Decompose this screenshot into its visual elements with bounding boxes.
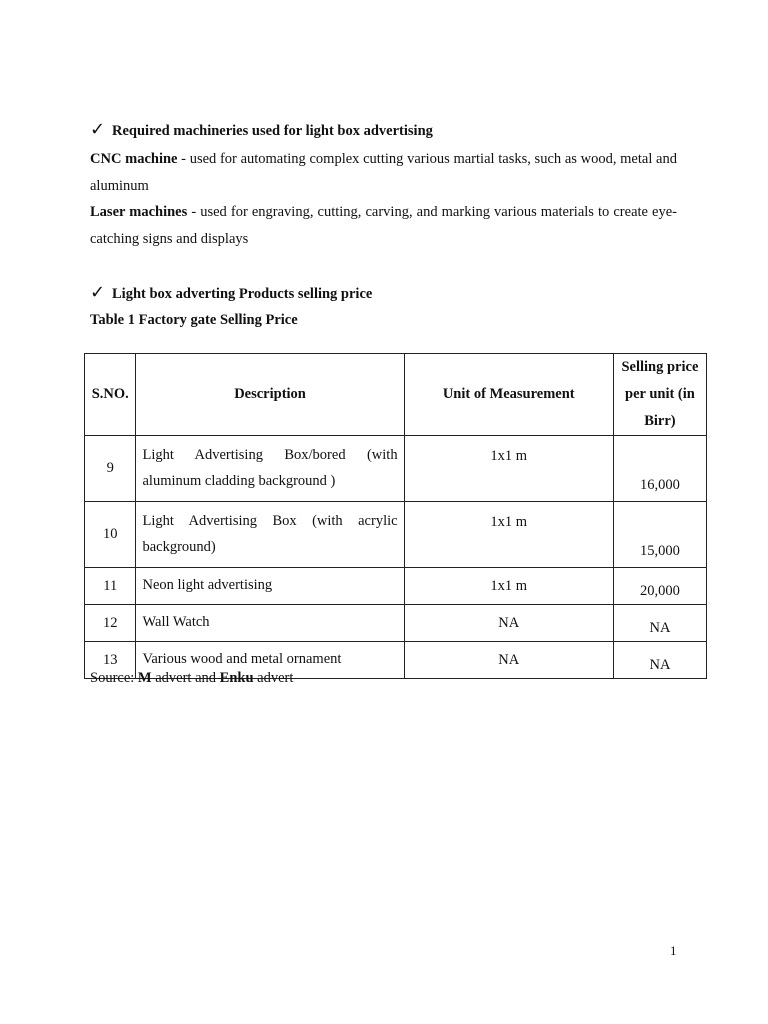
source-suffix: advert: [253, 670, 294, 686]
cell-description: Light Advertising Box/bored (with aluminum cladding background ): [136, 436, 404, 502]
cell-unit: NA: [404, 605, 613, 642]
table-header-row: [85, 354, 707, 436]
table-row: [85, 568, 707, 605]
source-prefix: Source:: [90, 670, 138, 686]
section-heading-selling-price: [90, 282, 372, 303]
header-description: Description: [136, 354, 404, 436]
cell-sno: 12: [85, 605, 136, 642]
table-row: [85, 605, 707, 642]
cell-unit: 1x1 m: [404, 502, 613, 568]
header-sno: S.NO.: [85, 354, 136, 436]
cell-sno: 9: [85, 436, 136, 502]
cell-description: Neon light advertising: [136, 568, 404, 605]
table-row: [85, 436, 707, 502]
cell-price: 20,000: [613, 568, 706, 605]
machine-description: - used for engraving, cutting, carving, and marking various materials to create eye-catching signs and displays: [90, 204, 677, 247]
cell-description: Wall Watch: [136, 605, 404, 642]
cell-price: NA: [613, 642, 706, 679]
section-heading-text: Required machineries used for light box advertising: [112, 123, 433, 139]
cell-sno: 10: [85, 502, 136, 568]
cell-description: Various wood and metal ornament: [136, 642, 404, 679]
checkmark-icon: ✓: [90, 282, 106, 303]
cell-sno: 11: [85, 568, 136, 605]
cell-unit: 1x1 m: [404, 568, 613, 605]
machine-paragraph-cnc: [90, 146, 677, 199]
source-name-m: M: [137, 670, 152, 686]
selling-price-table: [84, 353, 707, 679]
source-middle: advert and: [151, 670, 220, 686]
cell-price: NA: [613, 605, 706, 642]
section-heading-text: Light box adverting Products selling price: [112, 286, 373, 302]
machine-paragraph-laser: [90, 199, 677, 252]
table-row: [85, 502, 707, 568]
table-caption: Table 1 Factory gate Selling Price: [90, 312, 298, 328]
machine-description: - used for automating complex cutting various martial tasks, such as wood, metal and aluminum: [90, 151, 677, 194]
cell-unit: 1x1 m: [404, 436, 613, 502]
cell-unit: NA: [404, 642, 613, 679]
cell-price: 15,000: [613, 502, 706, 568]
source-note: [90, 670, 293, 687]
page-number: 1: [670, 943, 677, 958]
source-name-enku: Enku: [219, 670, 254, 686]
machine-name: CNC machine: [90, 151, 178, 167]
cell-description: Light Advertising Box (with acrylic background): [136, 502, 404, 568]
cell-sno: 13: [85, 642, 136, 679]
header-unit: Unit of Measurement: [404, 354, 613, 436]
section-heading-machineries: [90, 119, 433, 140]
cell-price: 16,000: [613, 436, 706, 502]
header-price: Selling price per unit (in Birr): [613, 354, 706, 436]
machine-name: Laser machines: [90, 204, 188, 220]
checkmark-icon: ✓: [90, 119, 106, 140]
